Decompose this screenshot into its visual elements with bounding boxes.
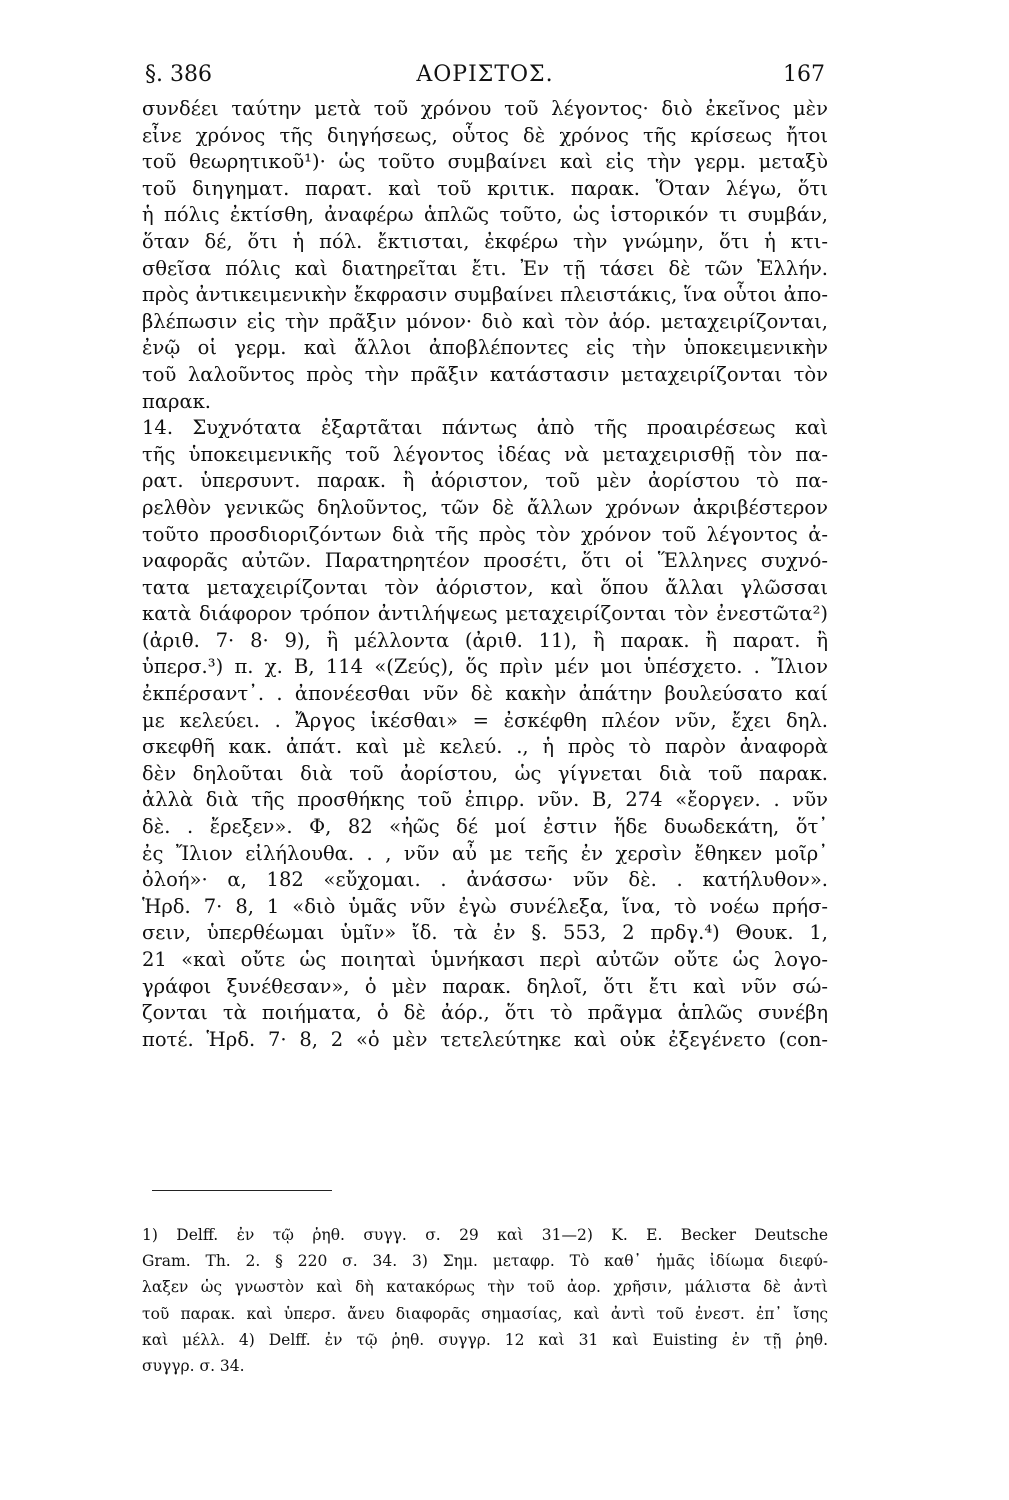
text-line: κατὰ διάφορον τρόπον ἀντιλήψεως μεταχειρίζονται τὸν ἐνεστῶτα²) (142, 602, 828, 626)
text-line: ἀλλὰ διὰ τῆς προσθήκης τοῦ ἐπιρρ. νῦν. Β, 274 «ἔοργεν. . νῦν (142, 788, 828, 812)
text-line: εἶνε χρόνος τῆς διηγήσεως, οὗτος δὲ χρόνος τῆς κρίσεως ἤτοι (142, 123, 828, 147)
text-line: δὲν δηλοῦται διὰ τοῦ ἀορίστου, ὡς γίγνεται διὰ τοῦ παρακ. (142, 761, 828, 785)
text-line: τοῦ διηγηματ. παρατ. καὶ τοῦ κριτικ. παρακ. Ὅταν λέγω, ὅτι (142, 176, 828, 200)
text-line: παρακ. (142, 389, 212, 413)
text-line: ἡ πόλις ἐκτίσθη, ἀναφέρω ἁπλῶς τοῦτο, ὡς ἱστορικόν τι συμβάν, (142, 203, 828, 227)
text-line: ἐκπέρσαντ᾽. . ἀπονέεσθαι νῦν δὲ κακὴν ἀπάτην βουλεύσατο καί (142, 682, 828, 706)
text-line: ποτέ. Ἡρδ. 7· 8, 2 «ὁ μὲν τετελεύτηκε καὶ οὐκ ἐξεγένετο (con- (142, 1027, 828, 1051)
text-line: συνδέει ταύτην μετὰ τοῦ χρόνου τοῦ λέγοντος· διὸ ἐκεῖνος μὲν (142, 97, 828, 120)
text-line: ζονται τὰ ποιήματα, ὁ δὲ ἀόρ., ὅτι τὸ πρᾶγμα ἁπλῶς συνέβη (142, 1001, 828, 1025)
text-line: τατα μεταχειρίζονται τὸν ἀόριστον, καὶ ὅπου ἄλλαι γλῶσσαι (142, 575, 828, 599)
text-line: ρατ. ὑπερσυντ. παρακ. ἢ ἀόριστον, τοῦ μὲν ἀορίστου τὸ πα- (142, 469, 828, 493)
footnote-divider (152, 1190, 332, 1191)
page-number: 167 (783, 62, 825, 87)
page-title: ΑΟΡΙΣΤΟΣ. (416, 62, 554, 87)
text-line: τοῦ λαλοῦντος πρὸς τὴν πρᾶξιν κατάστασιν μεταχειρίζονται τὸν (142, 362, 828, 386)
text-line: με κελεύει. . Ἄργος ἱκέσθαι» = ἐσκέφθη πλέον νῦν, ἔχει δηλ. (142, 708, 828, 732)
text-line: 14. Συχνότατα ἐξαρτᾶται πάντως ἀπὸ τῆς προαιρέσεως καὶ (142, 416, 828, 440)
text-line: 21 «καὶ οὔτε ὡς ποιηταὶ ὑμνήκασι περὶ αὐτῶν οὔτε ὡς λογο- (142, 948, 828, 971)
running-head (145, 62, 825, 96)
text-line: ἐς Ἴλιον εἰλήλουθα. . , νῦν αὖ με τεῆς ἐν χερσὶν ἔθηκεν μοῖρ᾽ (142, 841, 828, 865)
text-line: πρὸς ἀντικειμενικὴν ἔκφρασιν συμβαίνει πλειστάκις, ἵνα οὗτοι ἀπο- (142, 283, 828, 307)
section-number: §. 386 (145, 62, 212, 87)
text-line: τοῦτο προσδιοριζόντων διὰ τῆς πρὸς τὸν χρόνον τοῦ λέγοντος ἀ- (142, 522, 828, 546)
text-line: γράφοι ξυνέθεσαν», ὁ μὲν παρακ. δηλοῖ, ὅτι ἔτι καὶ νῦν σώ- (142, 974, 828, 998)
text-line: ὀλοή»· α, 182 «εὔχομαι. . ἀνάσσω· νῦν δὲ. . κατήλυθον». (142, 868, 828, 892)
text-line: ναφορᾶς αὐτῶν. Παρατηρητέον προσέτι, ὅτι οἱ Ἕλληνες συχνό- (142, 549, 828, 573)
text-line: ἐνῷ οἱ γερμ. καὶ ἄλλοι ἀποβλέποντες εἰς τὴν ὑποκειμενικὴν (142, 336, 828, 360)
footnotes (142, 1222, 828, 1379)
text-line: σκεφθῆ κακ. ἀπάτ. καὶ μὲ κελεύ. ., ἡ πρὸς τὸ παρὸν ἀναφορὰ (142, 735, 828, 759)
text-line: (ἀριθ. 7· 8· 9), ἢ μέλλοντα (ἀριθ. 11), ἢ παρακ. ἢ παρατ. ἢ (142, 628, 828, 652)
text-line: Ἡρδ. 7· 8, 1 «διὸ ὑμᾶς νῦν ἐγὼ συνέλεξα, ἵνα, τὸ νοέω πρήσ- (142, 894, 828, 918)
footnote-line: συγγρ. σ. 34. (142, 1357, 245, 1376)
text-line: βλέπωσιν εἰς τὴν πρᾶξιν μόνον· διὸ καὶ τὸν ἀόρ. μεταχειρίζονται, (142, 309, 828, 333)
text-line: σειν, ὑπερθέωμαι ὑμῖν» ἴδ. τὰ ἐν §. 553, 2 πρδγ.⁴) Θουκ. 1, (142, 921, 828, 945)
footnote-line: καὶ μέλλ. 4) Delff. ἐν τῷ ῥηθ. συγγρ. 12 καὶ 31 καὶ Euisting ἐν τῇ ῥηθ. (142, 1330, 828, 1349)
text-line: σθεῖσα πόλις καὶ διατηρεῖται ἔτι. Ἐν τῇ τάσει δὲ τῶν Ἑλλήν. (142, 256, 828, 280)
text-line: δὲ. . ἔρεξεν». Φ, 82 «ἠῶς δέ μοί ἐστιν ἥδε δυωδεκάτη, ὅτ᾽ (142, 815, 828, 839)
body-text (142, 96, 828, 1053)
footnote-line: λαξεν ὡς γνωστὸν καὶ δὴ κατακόρως τὴν τοῦ ἀορ. χρῆσιν, μάλιστα δὲ ἀντὶ (142, 1278, 828, 1297)
text-line: τῆς ὑποκειμενικῆς τοῦ λέγοντος ἰδέας νὰ μεταχειρισθῇ τὸν πα- (142, 442, 828, 466)
text-line: τοῦ θεωρητικοῦ¹)· ὡς τοῦτο συμβαίνει καὶ εἰς τὴν γερμ. μεταξὺ (142, 150, 828, 174)
text-line: ρελθὸν γενικῶς δηλοῦντος, τῶν δὲ ἄλλων χρόνων ἀκριβέστερον (142, 495, 828, 519)
text-line: ὅταν δέ, ὅτι ἡ πόλ. ἔκτισται, ἐκφέρω τὴν γνώμην, ὅτι ἡ κτι- (142, 229, 828, 253)
footnote-line: τοῦ παρακ. καὶ ὑπερσ. ἄνευ διαφορᾶς σημασίας, καὶ ἀντὶ τοῦ ἐνεστ. ἐπ᾽ ἴσης (142, 1304, 828, 1323)
footnote-line: Gram. Th. 2. § 220 σ. 34. 3) Σημ. μεταφρ. Τὸ καθ᾽ ἡμᾶς ἰδίωμα διεφύ- (142, 1252, 828, 1271)
text-line: ὑπερσ.³) π. χ. Β, 114 «(Ζεύς), ὅς πρὶν μέν μοι ὑπέσχετο. . Ἴλιον (142, 655, 828, 679)
footnote-line: 1) Delff. ἐν τῷ ῥηθ. συγγ. σ. 29 καὶ 31—2) K. E. Becker Deutsche (142, 1226, 828, 1244)
